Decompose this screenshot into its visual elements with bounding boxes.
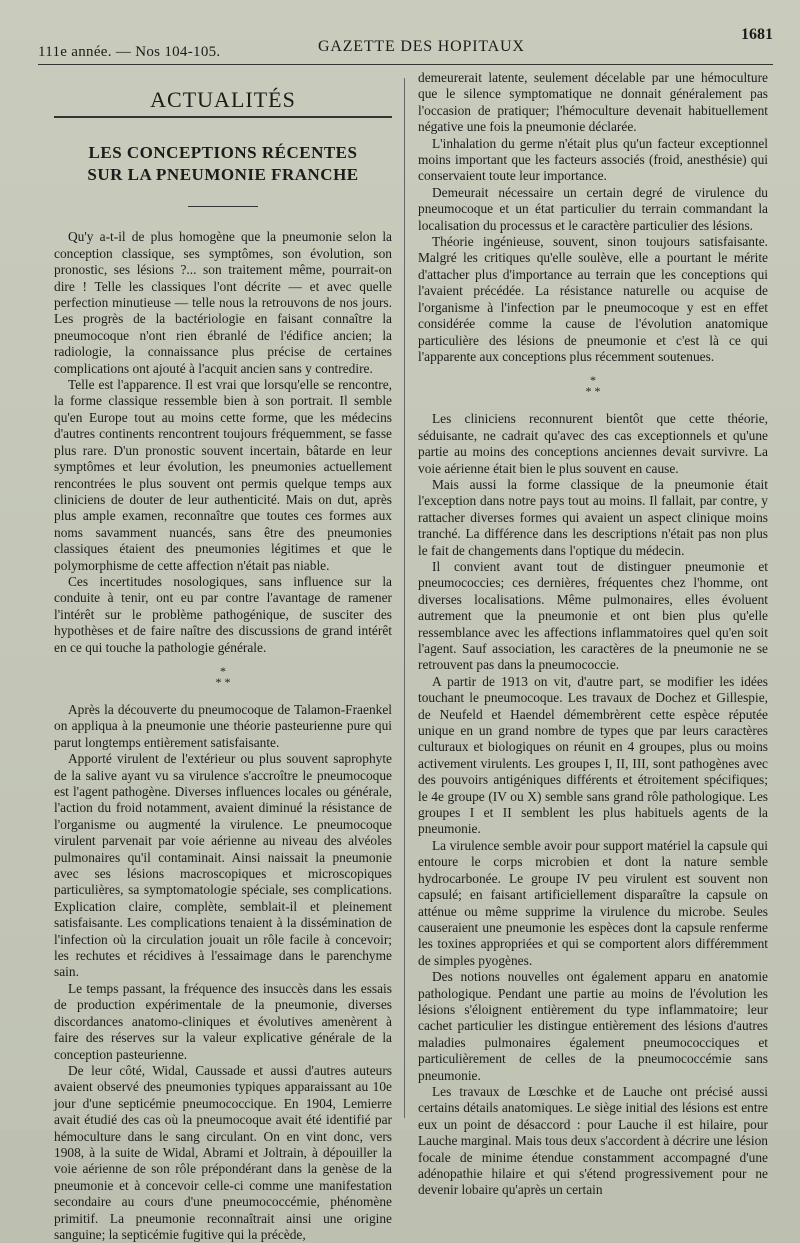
paragraph: De leur côté, Widal, Caussade et aussi d'autres auteurs avaient observé des pneumonies typiques apparaissant au 10e jour d'une septicémie pneumococcique. En 1904, Lemierre avait étudié des cas où la pneumocoque avait été identifié par hémoculture dans le sang circulant. On en vint donc, vers 1908, à la suite de Widal, Abrami et Joltrain, à dépouiller la voie aérienne de son rôle prépondérant dans la genèse de la pneumonie et à concevoir celle-ci comme une manifestation secondaire au cours d'une pneumococcémie, phénomène primitif. La pneumonie reconnaîtrait ainsi une origine sanguine; la septicémie fugitive qui la précède, (54, 1062, 392, 1242)
paragraph: demeurerait latente, seulement décelable par une hémoculture que le silence symptomatique ne donnait généralement pas l'occasion de pratiquer; l'hémoculture devenait habituellement négative une fois la pneumonie déclarée. (418, 70, 768, 135)
paragraph: Les cliniciens reconnurent bientôt que cette théorie, séduisante, ne cadrait qu'avec des cas exceptionnels et qu'une partie au moins des conceptions anciennes devait survivre. La voie aérienne était bien le plus souvent en cause. (418, 411, 768, 476)
paragraph: Ces incertitudes nosologiques, sans influence sur la conduite à tenir, ont eu par contre l'avantage de ramener l'intérêt sur le problème pathogénique, de susciter des hypothèses et de faire naître des discussions de grand intérêt en ce qui touche la pathologie générale. (54, 573, 392, 655)
issue-label: 111e année. — Nos 104-105. (38, 44, 221, 60)
paragraph: Apporté virulent de l'extérieur ou plus souvent saprophyte de la salive ayant vu sa virulence s'accroître le pneumocoque est l'agent pathogène. Diverses influences locales ou générale, l'action du froid notamment, avaient diminué la résistance de l'organisme ou augmenté la virulence. Le pneumocoque virulent parvenait par voie aérienne au niveau des alvéoles pulmonaires qu'il contaminait. Ainsi naissait la pneumonie avec ses lésions macroscopiques et microscopiques particulières, sa symptomatologie spéciale, ses complications. Explication claire, complète, semblait-il et pleinement satisfaisante. Les complications tenaient à la dissémination de l'infection où la circulation jouait un rôle facile à concevoir; les rechutes et récidives à l'essaimage dans le parenchyme sain. (54, 751, 392, 980)
column-divider (404, 78, 405, 1118)
paragraph: Demeurait nécessaire un certain degré de virulence du pneumocoque et un état particulier du terrain commandant la localisation du processus et le caractère particulier des lésions. (418, 184, 768, 233)
journal-title: GAZETTE DES HOPITAUX (318, 38, 525, 55)
paragraph: Le temps passant, la fréquence des insuccès dans les essais de production expérimentale de la pneumonie, diverses discordances anatomo-cliniques et évolutives amenèrent à faire des réserves sur la valeur explicative générale de la conception pasteurienne. (54, 980, 392, 1062)
paragraph: A partir de 1913 on vit, d'autre part, se modifier les idées touchant le pneumocoque. Les travaux de Dochez et Gillespie, de Neufeld et Haendel démembrèrent cette espèce réputée unique en un grand nombre de types que par leurs caractères culturaux et biologiques on réunit en 4 groupes, plus ou moins activement virulents. Les groupes I, II, III, sont pathogènes avec des pouvoirs antigéniques différents et étroitement spécifiques; le 4e groupe (IV ou X) semble sans grand rôle pathologique. Les groupes I et II semblent les plus habituels agents de la pneumonie. (418, 673, 768, 837)
article-title-line-2: SUR LA PNEUMONIE FRANCHE (87, 165, 359, 185)
paragraph: Telle est l'apparence. Il est vrai que lorsqu'elle se rencontre, la forme classique ressemble bien à son portrait. Il semble qu'en Europe tout au moins cette forme, que les médecins d'autres continents rencontrent toujours fréquemment, se fasse plus rare. D'un pronostic souvent incertain, bâtarde en leur symptômes et leur évolution, les pneumonies actuellement rencontrées le plus souvent ont permis quelque temps aux cliniciens de douter de leur authenticité. Mais on dut, après plus ample examen, reconnaître que toutes ces formes aux noms savamment nuancés, sans être des pneumonies classiques étaient des pneumonies légitimes et que le polymorphisme de cette affection n'était pas niable. (54, 377, 392, 573)
section-break-stars: * * * (585, 373, 601, 399)
paragraph: Il convient avant tout de distinguer pneumonie et pneumococcies; ces dernières, fréquentes chez l'homme, ont diverses localisations. Même pulmonaires, elles évoluent autrement que la pneumonie et ont bien plus qu'elle ressemblance avec les affections inflammatoires quel qu'en soit l'agent. Sauf association, les caractères de la pneumonie ne se retrouvent pas dans la pneumococcie. (418, 558, 768, 673)
paragraph: Après la découverte du pneumocoque de Talamon-Fraenkel on appliqua à la pneumonie une théorie pasteurienne pure qui parut longtemps entièrement satisfaisante. (54, 701, 392, 750)
page-header (38, 26, 773, 74)
section-rule (54, 116, 392, 118)
paragraph: Théorie ingénieuse, souvent, sinon toujours satisfaisante. Malgré les critiques qu'elle soulève, elle a pourtant le mérite d'attacher plus d'importance au terrain que les conceptions qui l'avaient précédée. La résistance naturelle ou acquise de l'organisme à l'infection par le pneumocoque y est en effet considérée comme la cause de l'évolution anatomique particulière des lésions de pneumonie et c'est là ce qui l'apparente aux conceptions plus récemment soutenues. (418, 234, 768, 364)
paragraph: L'inhalation du germe n'était plus qu'un facteur exceptionnel moins important que les facteurs associés (froid, anesthésie) qui conservaient toute leur importance. (418, 135, 768, 184)
article-title-line-1: LES CONCEPTIONS RÉCENTES (88, 143, 358, 163)
title-rule (188, 206, 258, 207)
page-number: 1681 (741, 26, 773, 43)
section-break-stars: * * * (215, 663, 231, 689)
paragraph: La virulence semble avoir pour support matériel la capsule qui entoure le corps microbien et dont la nature semble hydrocarbonée. Le groupe IV peu virulent est souvent non capsulé; en faisant artificiellement disparaître la capsule on atténue ou même supprime la virulence du microbe. Seules causeraient une pneumonie les espèces dont la capsule renferme les toxines appropriées et qui se comportent alors différemment de simples pyogènes. (418, 837, 768, 968)
paragraph: Qu'y a-t-il de plus homogène que la pneumonie selon la conception classique, ses symptômes, son évolution, son pronostic, ses lésions ?... son traitement même, pourrait-on dire ! Telle les classiques l'ont décrite — et avec quelle perfection minutieuse — telle nous la retrouvons de nos jours. Les progrès de la bactériologie en faisant connaître la pneumocoque n'ont rien ébranlé de l'édifice ancien; la radiologie, la connaissance plus précise de certaines complications ont ajouté à l'acquit ancien sans y contredire. (54, 229, 392, 376)
paragraph: Des notions nouvelles ont également apparu en anatomie pathologique. Pendant une partie au moins de l'évolution les lésions s'éloignent entièrement du type inflammatoire; leur cachet particulier les distingue entièrement des lésions d'autres maladies pulmonaires également pneumococciques et particulièrement de celles de la pneumococcémie sans pneumonie. (418, 969, 768, 1083)
header-rule (38, 64, 773, 65)
left-column (54, 78, 392, 1243)
paragraph: Mais aussi la forme classique de la pneumonie était l'exception dans notre pays tout au moins. Il fallait, par contre, y rattacher diverses formes qui avaient un aspect clinique moins tranché. La différence dans les descriptions n'était pas non plus le fait de changements dans l'optique du médecin. (418, 476, 768, 558)
article-title (54, 142, 392, 186)
right-column (418, 70, 768, 1199)
paragraph: Les travaux de Lœschke et de Lauche ont précisé aussi certains détails anatomiques. Le siège initial des lésions est entre eux un point de désaccord : pour Lauche il est hilaire, pour Lauche marginal. Mais tous deux s'accordent à décrire une lésion focale de minime étendue constamment accompagné d'une adénopathie hilaire et qui s'étend progressivement pour ne devenir lobaire qu'après un certain (418, 1083, 768, 1198)
section-title: ACTUALITÉS (150, 87, 296, 112)
